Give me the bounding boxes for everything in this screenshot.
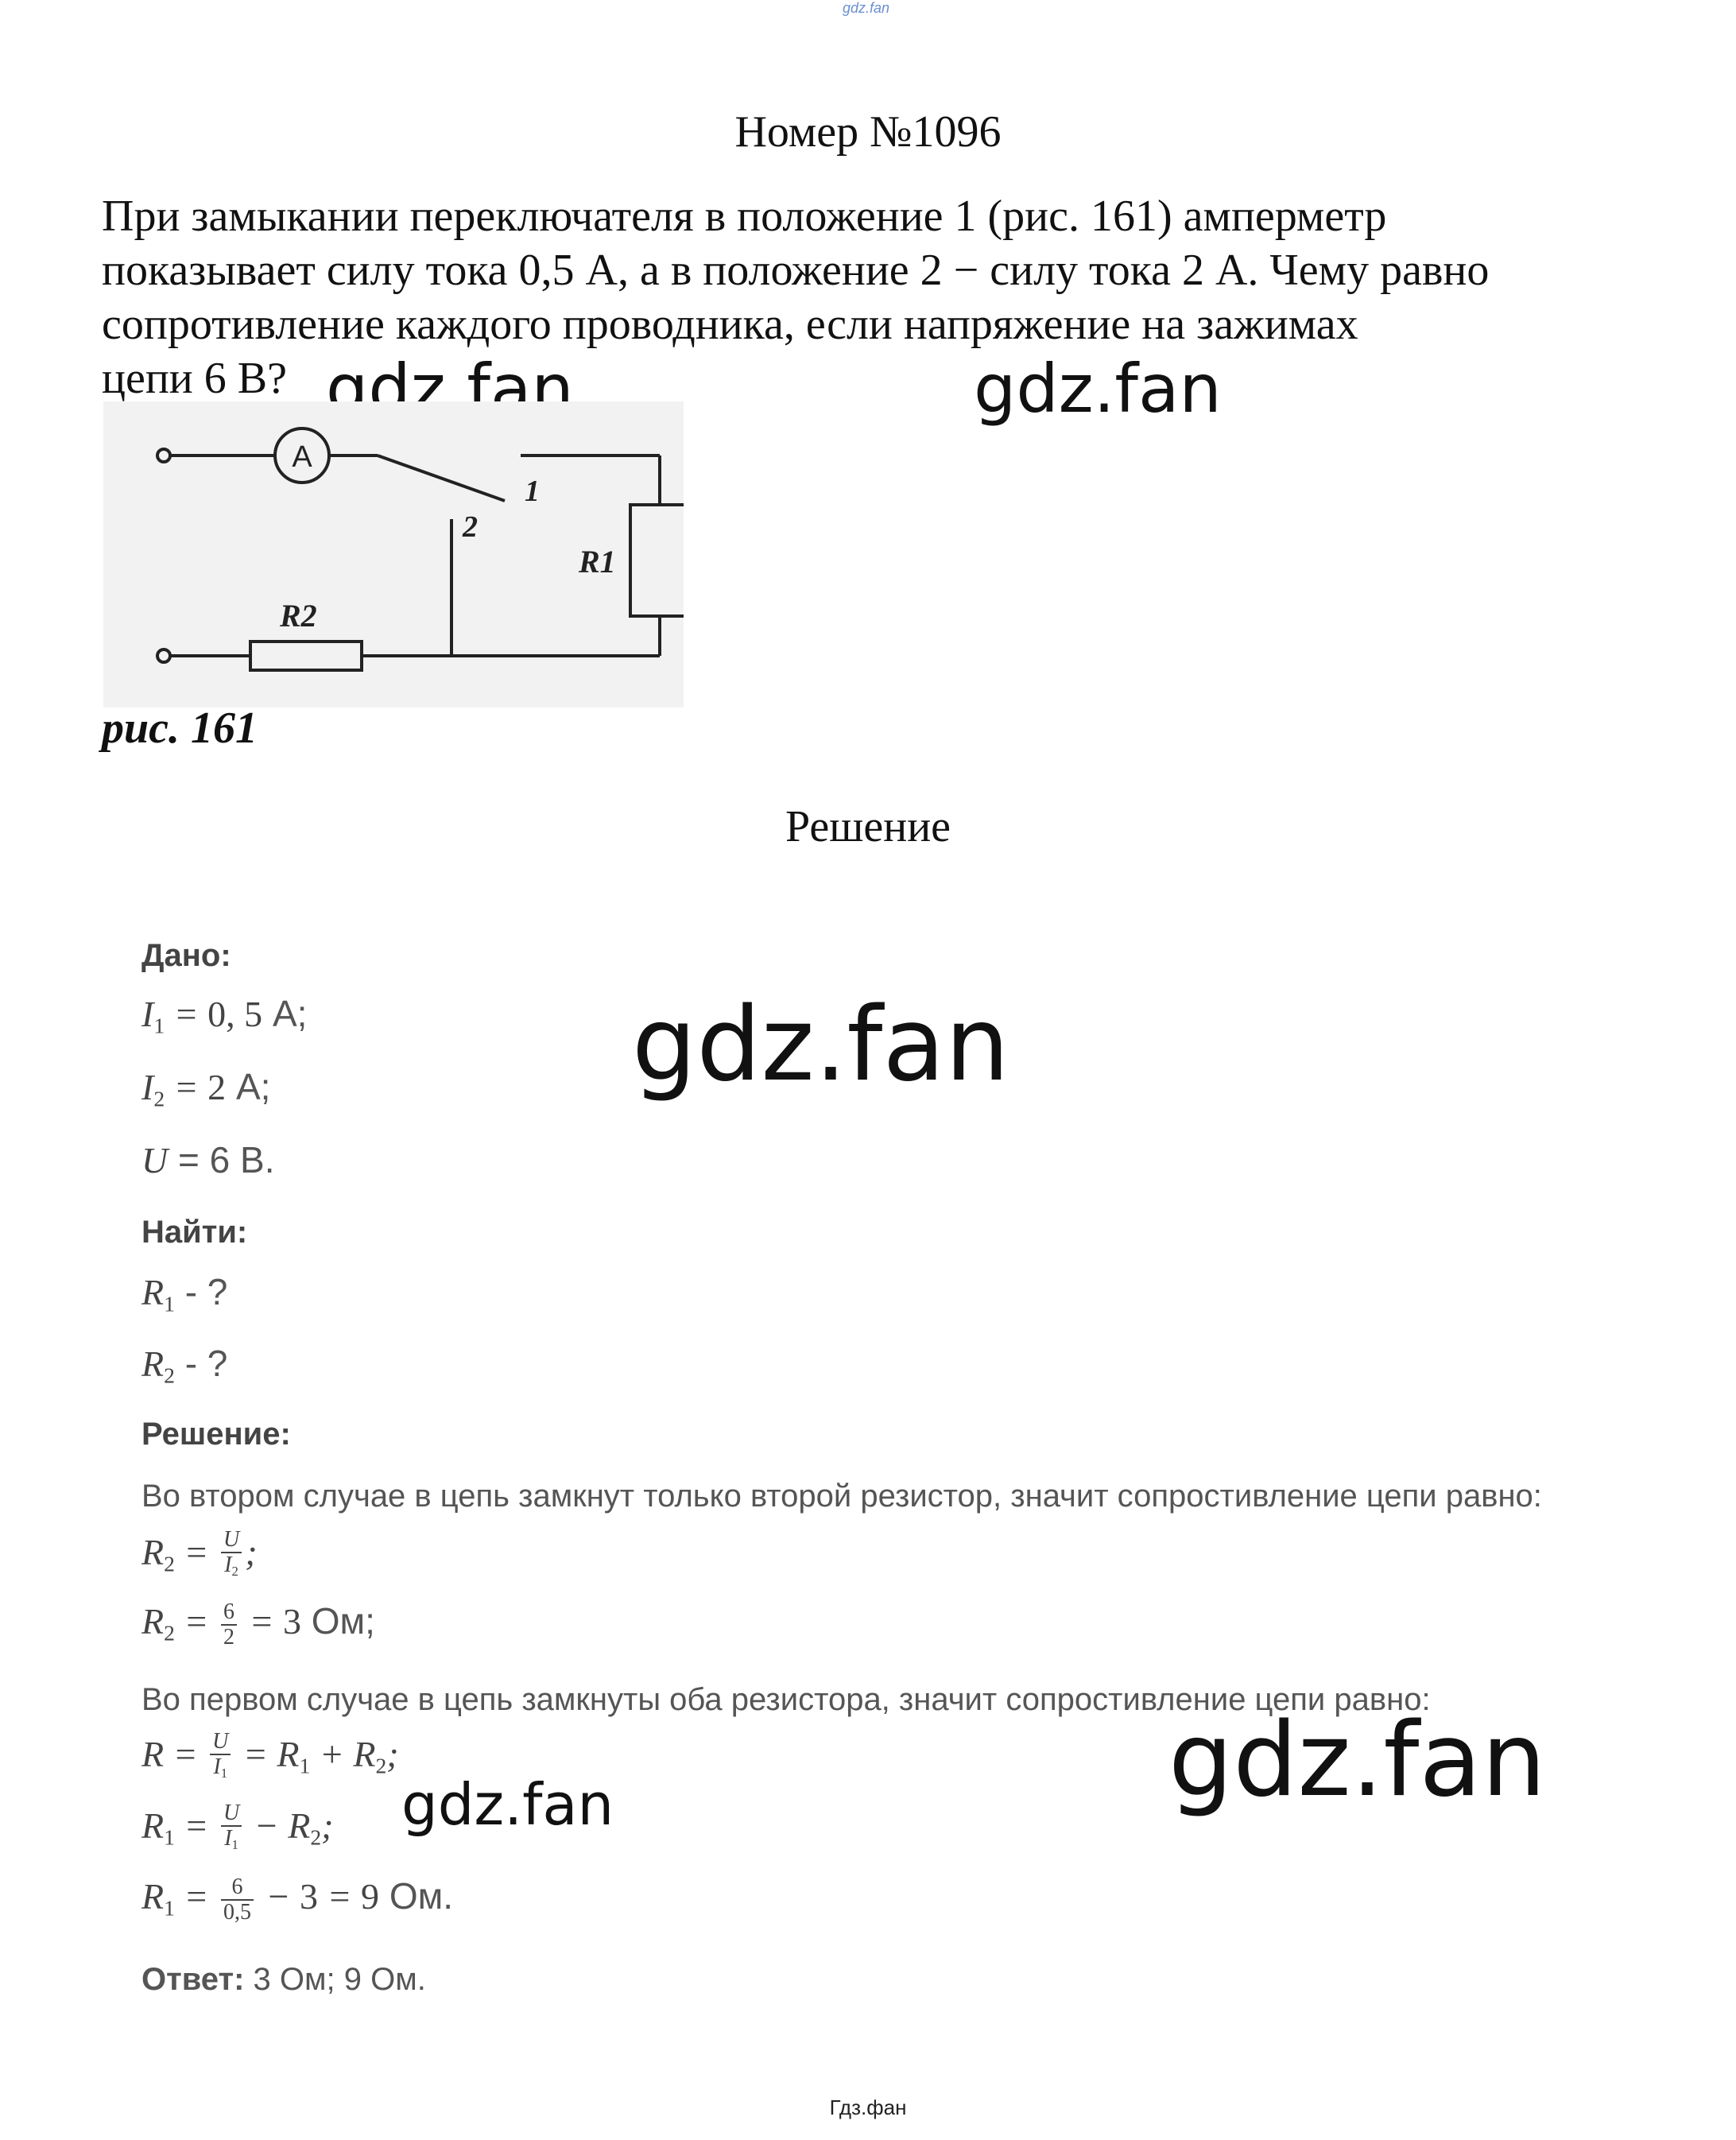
answer-label: Ответ: <box>141 1962 245 1997</box>
given-i1: $I_1 = 0$, 5 А; <box>141 993 308 1038</box>
problem-line: цепи 6 В? <box>102 354 287 403</box>
formula-r: R = $\frac{U}{I_1}$ = $R_1 + R_2$; <box>141 1729 399 1781</box>
circuit-diagram <box>103 401 684 708</box>
given-u: U = 6 В. <box>141 1139 275 1180</box>
header-watermark: gdz.fan <box>843 0 890 16</box>
given-label: Дано: <box>141 938 231 973</box>
given-i2: $I_2 = 2$ А; <box>141 1066 271 1111</box>
answer-text: 3 Ом; 9 Ом. <box>253 1962 426 1997</box>
ammeter-label: A <box>292 440 312 474</box>
page-title: Номер №1096 <box>734 107 1002 157</box>
problem-line: сопротивление каждого проводника, если напряжение на зажимах <box>102 300 1358 349</box>
footer-watermark: Гдз.фан <box>829 2095 907 2119</box>
calc-r2: $R_2$ = $\frac{6}{2}$ = 3 Ом; <box>141 1599 375 1650</box>
find-r2: $R_2$ - ? <box>141 1343 228 1388</box>
r2-label: R2 <box>280 598 317 634</box>
switch-position-1: 1 <box>525 475 540 508</box>
case1-text: Во первом случае в цепь замкнуты оба резистора, значит сопростивление цепи равно: <box>141 1682 1431 1717</box>
formula-r1: $R_1$ = $\frac{U}{I_1}$ − $R_2$; <box>141 1801 334 1853</box>
problem-line: показывает силу тока 0,5 А, а в положение 2 − силу тока 2 А. Чему равно <box>102 246 1490 295</box>
r1-resistor <box>630 505 684 616</box>
switch-position-2: 2 <box>463 510 478 544</box>
find-r1: $R_1$ - ? <box>141 1271 228 1316</box>
problem-line: При замыкании переключателя в положение 1 (рис. 161) амперметр <box>102 192 1387 241</box>
watermark: gdz.fan <box>326 350 574 428</box>
watermark: gdz.fan <box>974 350 1222 428</box>
formula-r2: $R_2$ = $\frac{U}{I_2}$ ; <box>141 1527 258 1580</box>
r1-label: R1 <box>579 544 616 580</box>
watermark: gdz.fan <box>632 986 1009 1104</box>
r2-resistor <box>250 642 362 670</box>
watermark: gdz.fan <box>1168 1701 1546 1820</box>
solution-label: Решение: <box>141 1417 291 1452</box>
figure-caption: рис. 161 <box>102 704 258 753</box>
solution-heading: Решение <box>785 802 951 851</box>
find-label: Найти: <box>141 1215 248 1250</box>
answer-line <box>141 1962 426 1998</box>
switch-blade <box>378 456 505 501</box>
case2-text: Во втором случае в цепь замкнут только второй резистор, значит сопростивление цепи равно: <box>141 1479 1542 1514</box>
watermark: gdz.fan <box>401 1771 614 1838</box>
calc-r1: $R_1$ = $\frac{6}{0,5}$ − 3 = 9 Ом. <box>141 1874 454 1925</box>
